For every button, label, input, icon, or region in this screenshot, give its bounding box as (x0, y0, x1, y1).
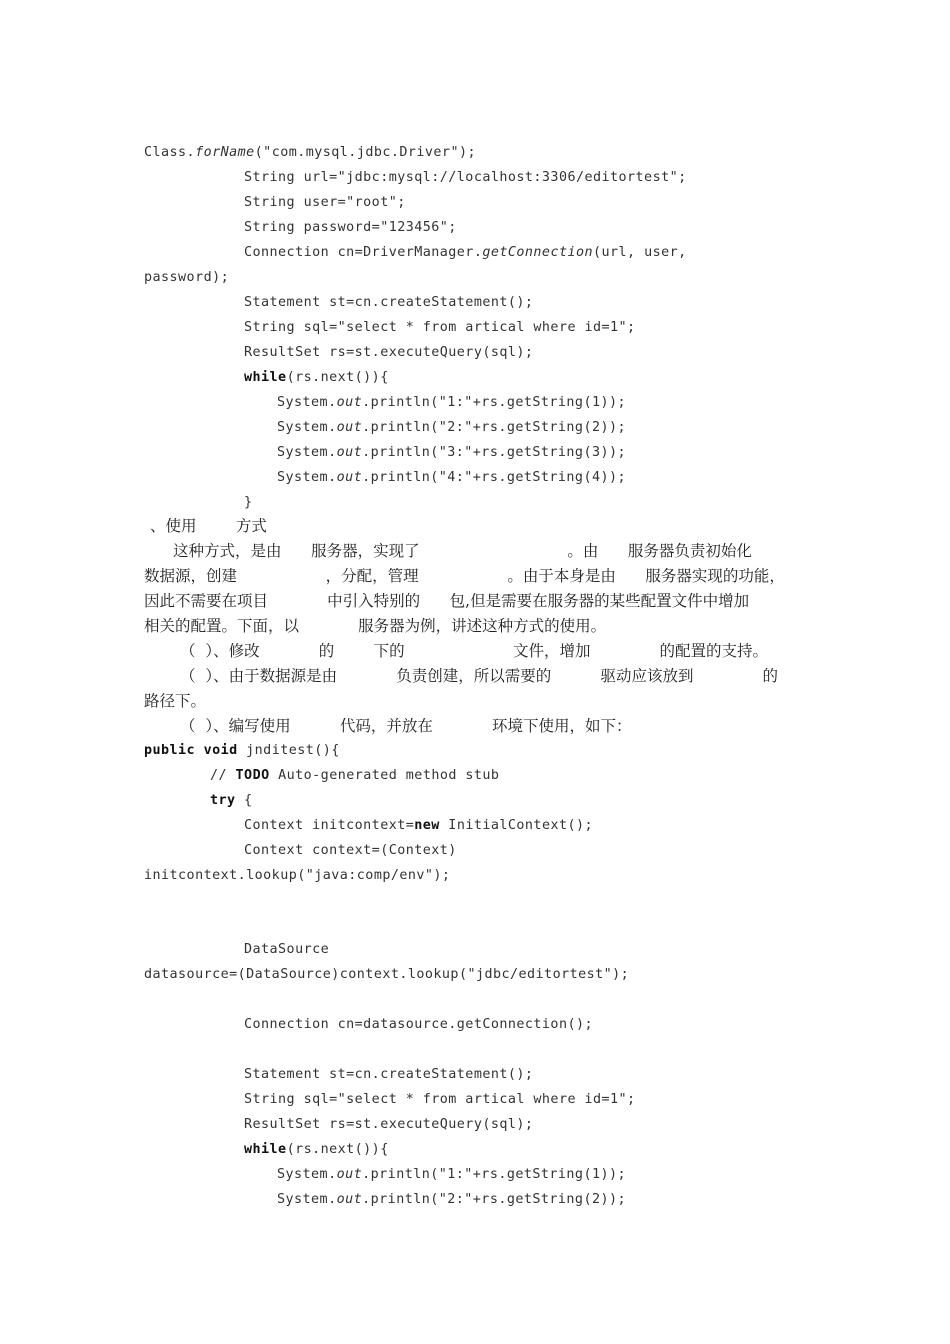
code-line-password: String password="123456"; (244, 220, 457, 235)
code-text: System. (277, 420, 337, 435)
step-item-3: （ ）、编写使用 代码，并放在 环境下使用，如下： (180, 717, 632, 735)
code-line-password-arg: password); (144, 270, 230, 285)
code-text: .println("2:"+rs.getString(2)); (362, 420, 627, 435)
code-line-context-cast: Context context=(Context) (244, 843, 457, 858)
code-text: Context initcontext= (244, 818, 415, 833)
code-line-sql: String sql="select * from artical where id=1"; (244, 1092, 636, 1107)
paragraph-line-2: 数据源，创建 ，分配，管理 。由于本身是由 服务器实现的功能， (144, 567, 785, 585)
code-text: .println("1:"+rs.getString(1)); (362, 395, 627, 410)
code-line-println-4 (277, 468, 626, 488)
code-keyword: while (244, 370, 287, 385)
code-line-datasource-decl: DataSource (244, 942, 330, 957)
code-text: System. (277, 395, 337, 410)
paragraph-line-3: 因此不需要在项目 中引入特别的 包,但是需要在服务器的某些配置文件中增加 (144, 592, 750, 610)
section-heading: 、使用 方式 (150, 517, 267, 535)
code-line-get-connection (244, 243, 687, 263)
code-text: InitialContext(); (439, 818, 594, 833)
code-text: .println("3:"+rs.getString(3)); (362, 445, 627, 460)
code-line-while (244, 368, 389, 388)
code-line-lookup-env: initcontext.lookup("java:comp/env"); (144, 868, 451, 883)
code-line-println-2 (277, 1190, 626, 1210)
code-line-println-2 (277, 418, 626, 438)
code-text: .println("1:"+rs.getString(1)); (362, 1167, 627, 1182)
code-line-try (210, 791, 253, 811)
code-keyword: new (414, 818, 440, 833)
code-text: ("com.mysql.jdbc.Driver"); (254, 145, 476, 160)
code-method-italic: forName (195, 145, 255, 160)
code-field-italic: out (336, 1167, 363, 1182)
code-text: // (210, 768, 236, 783)
code-line-resultset: ResultSet rs=st.executeQuery(sql); (244, 345, 534, 360)
code-text: .println("2:"+rs.getString(2)); (362, 1192, 627, 1207)
code-line-while (244, 1140, 389, 1160)
code-text: { (235, 793, 253, 808)
code-text: System. (277, 445, 337, 460)
code-text: System. (277, 1167, 337, 1182)
code-line-println-1 (277, 393, 626, 413)
code-line-resultset: ResultSet rs=st.executeQuery(sql); (244, 1117, 534, 1132)
code-text: (url, user, (593, 245, 687, 260)
code-field-italic: out (336, 445, 363, 460)
code-text: Class. (144, 145, 196, 160)
code-text: Connection cn=DriverManager. (244, 245, 483, 260)
code-line-class-forname (144, 143, 476, 163)
code-keyword: public void (144, 743, 238, 758)
code-method-italic: getConnection (482, 245, 593, 260)
code-line-sql: String sql="select * from artical where id=1"; (244, 320, 636, 335)
code-line-println-3 (277, 443, 626, 463)
code-text: (rs.next()){ (286, 370, 389, 385)
code-line-user: String user="root"; (244, 195, 406, 210)
code-line-close-brace: } (244, 495, 253, 510)
code-line-method-signature (144, 741, 340, 761)
code-keyword: try (210, 793, 236, 808)
code-field-italic: out (336, 470, 363, 485)
step-item-2-continuation: 路径下。 (144, 692, 207, 710)
code-line-url: String url="jdbc:mysql://localhost:3306/editortest"; (244, 170, 687, 185)
code-field-italic: out (336, 1192, 363, 1207)
code-text: jnditest(){ (237, 743, 340, 758)
code-field-italic: out (336, 420, 363, 435)
code-line-statement: Statement st=cn.createStatement(); (244, 295, 534, 310)
code-text: Auto-generated method stub (269, 768, 500, 783)
code-line-statement: Statement st=cn.createStatement(); (244, 1067, 534, 1082)
code-field-italic: out (336, 395, 363, 410)
code-text: System. (277, 470, 337, 485)
code-line-initial-context (244, 816, 593, 836)
code-line-println-1 (277, 1165, 626, 1185)
code-text: .println("4:"+rs.getString(4)); (362, 470, 627, 485)
code-text: (rs.next()){ (286, 1142, 389, 1157)
step-item-2: （ ）、由于数据源是由 负责创建，所以需要的 驱动应该放到 的 (180, 667, 778, 685)
code-line-todo-comment (210, 766, 499, 786)
code-keyword: TODO (235, 768, 270, 783)
code-line-datasource-lookup: datasource=(DataSource)context.lookup("jdbc/editortest"); (144, 967, 630, 982)
paragraph-line-4: 相关的配置。下面，以 服务器为例，讲述这种方式的使用。 (144, 617, 607, 635)
code-line-get-connection: Connection cn=datasource.getConnection(); (244, 1017, 593, 1032)
code-text: System. (277, 1192, 337, 1207)
code-keyword: while (244, 1142, 287, 1157)
step-item-1: （ ）、修改 的 下的 文件，增加 的配置的支持。 (180, 642, 769, 660)
paragraph-line-1: 这种方式，是由 服务器，实现了 。由 服务器负责初始化 (173, 542, 752, 560)
